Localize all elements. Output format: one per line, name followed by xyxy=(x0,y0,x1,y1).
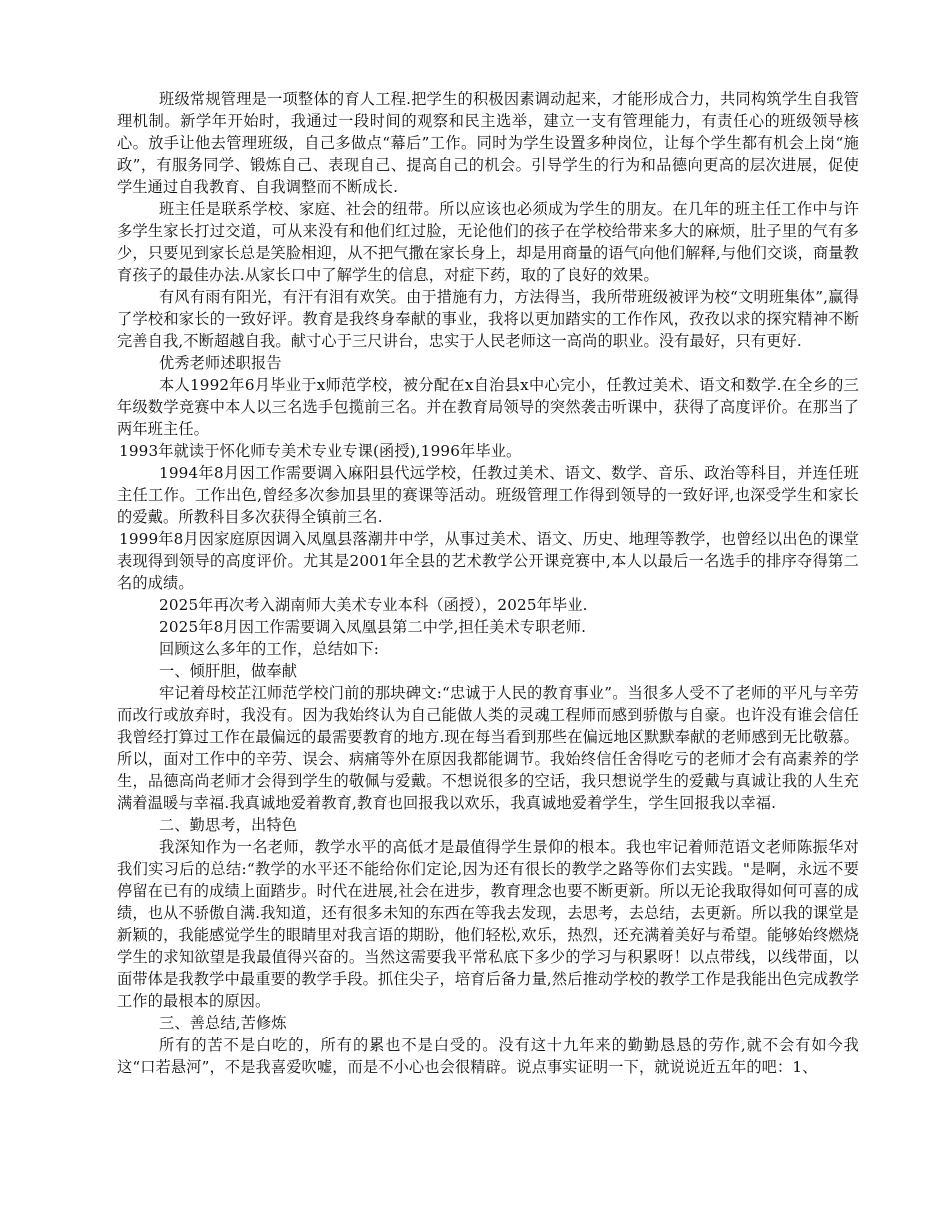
section-heading-1: 一、倾肝胆，做奉献 xyxy=(159,662,298,680)
section-heading-3: 三、善总结,苦修炼 xyxy=(159,1014,287,1032)
paragraph-2025-transfer: 2025年8月因工作需要调入凤凰县第二中学,担任美术专职老师. xyxy=(159,618,587,636)
paragraph-class-management: 班级常规管理是一项整体的育人工程.把学生的积极因素调动起来，才能形成合力，共同构筑学生自我管理机制。新学年开始时，我通过一段时间的观察和民主选举，建立一支有管理能力，有责任心的班级领导核心。放手让他去管理班级，自己多做点“幕后”工作。同时为学生设置多种岗位，让每个学生都有机会上岗“施政”，有服务同学、锻炼自己、表现自己、提高自己的机会。引导学生的行为和品德向更高的层次进展，促使学生通过自我教育、自我调整而不断成长. xyxy=(117,90,859,196)
paragraph-1992: 本人1992年6月毕业于x师范学校，被分配在x自治县x中心完小，任教过美术、语文和数学.在全乡的三年级数学竞赛中本人以三名选手包揽前三名。并在教育局领导的突然袭击听课中，获得了高度评价。在那当了两年班主任。 xyxy=(117,376,859,438)
paragraph-summary: 所有的苦不是白吃的，所有的累也不是白受的。没有这十九年来的勤勤恳恳的劳作,就不会有如今我这“口若悬河”，不是我喜爱吹嘘，而是不小心也会很精辟。说点事实证明一下，就说说近五年的吧：1、 xyxy=(117,1036,859,1076)
paragraph-1999: 1999年8月因家庭原因调入凤凰县落潮井中学，从事过美术、语文、历史、地理等教学，也曾经以出色的课堂表现得到领导的高度评价。尤其是2001年全县的艺术教学公开课竞赛中,本人以最后一名选手的排序夺得第二名的成绩。 xyxy=(117,530,859,592)
paragraph-1993: 1993年就读于怀化师专美术专业专课(函授),1996年毕业。 xyxy=(119,442,522,460)
paragraph-dedication: 牢记着母校芷江师范学校门前的那块碑文:“忠诚于人民的教育事业”。当很多人受不了老师的平凡与辛劳而改行或放弃时，我没有。因为我始终认为自己能做人类的灵魂工程师而感到骄傲与自豪。也许没有谁会信任我曾经打算过工作在最偏远的最需要教育的地方.现在每当看到那些在偏远地区默默奉献的老师感到无比敬慕。所以，面对工作中的辛劳、误会、病痛等外在原因我都能调节。我始终信任舍得吃亏的老师才会有高素养的学生，品德高尚老师才会得到学生的敬佩与爱戴。不想说很多的空话，我只想说学生的爱戴与真诚让我的人生充满着温暖与幸福.我真诚地爱着教育,教育也回报我以欢乐，我真诚地爱着学生，学生回报我以幸福. xyxy=(117,684,859,812)
paragraph-2025-degree: 2025年再次考入湖南师大美术专业本科（函授），2025年毕业. xyxy=(159,596,588,614)
paragraph-thinking: 我深知作为一名老师，教学水平的高低才是最值得学生景仰的根本。我也牢记着师范语文老师陈振华对我们实习后的总结:“教学的水平还不能给你们定论,因为还有很长的教学之路等你们去实践。"是啊，永远不要停留在已有的成绩上面踏步。时代在进展,社会在进步，教育理念也要不断更新。所以无论我取得如何可喜的成绩，也从不骄傲自满.我知道，还有很多未知的东西在等我去发现，去思考，去总结，去更新。所以我的课堂是新颖的，我能感觉学生的眼睛里对我言语的期盼，他们轻松,欢乐，热烈，还充满着美好与希望。能够始终燃烧学生的求知欲望是我最值得兴奋的。当然这需要我平常私底下多少的学习与积累呀！以点带线，以线带面，以面带体是我教学中最重要的教学手段。抓住尖子，培育后备力量,然后推动学校的教学工作是我能出色完成教学工作的最根本的原因。 xyxy=(117,838,859,1010)
paragraph-achievements: 有风有雨有阳光，有汗有泪有欢笑。由于措施有力，方法得当，我所带班级被评为校“文明班集体”,赢得了学校和家长的一致好评。教育是我终身奉献的事业，我将以更加踏实的工作作风，孜孜以求的探究精神不断完善自我,不断超越自我。献寸心于三尺讲台，忠实于人民老师这一高尚的职业。没有最好，只有更好. xyxy=(117,288,859,350)
paragraph-1994: 1994年8月因工作需要调入麻阳县代远学校，任教过美术、语文、数学、音乐、政治等科目，并连任班主任工作。工作出色,曾经多次参加县里的赛课等活动。班级管理工作得到领导的一致好评,也深受学生和家长的爱戴。所教科目多次获得全镇前三名. xyxy=(117,464,859,526)
paragraph-review: 回顾这么多年的工作，总结如下: xyxy=(159,640,379,658)
section-heading-2: 二、勤思考，出特色 xyxy=(159,816,298,834)
paragraph-parent-communication: 班主任是联系学校、家庭、社会的纽带。所以应该也必须成为学生的朋友。在几年的班主任工作中与许多学生家长打过交道，可从来没有和他们红过脸，无论他们的孩子在学校给带来多大的麻烦，肚子里的气有多少，只要见到家长总是笑脸相迎，从不把气撒在家长身上，却是用商量的语气向他们解释,与他们交谈，商量教育孩子的最佳办法.从家长口中了解学生的信息，对症下药，取的了良好的效果。 xyxy=(117,200,859,284)
report-title: 优秀老师述职报告 xyxy=(159,354,282,372)
document-body xyxy=(117,88,859,1078)
